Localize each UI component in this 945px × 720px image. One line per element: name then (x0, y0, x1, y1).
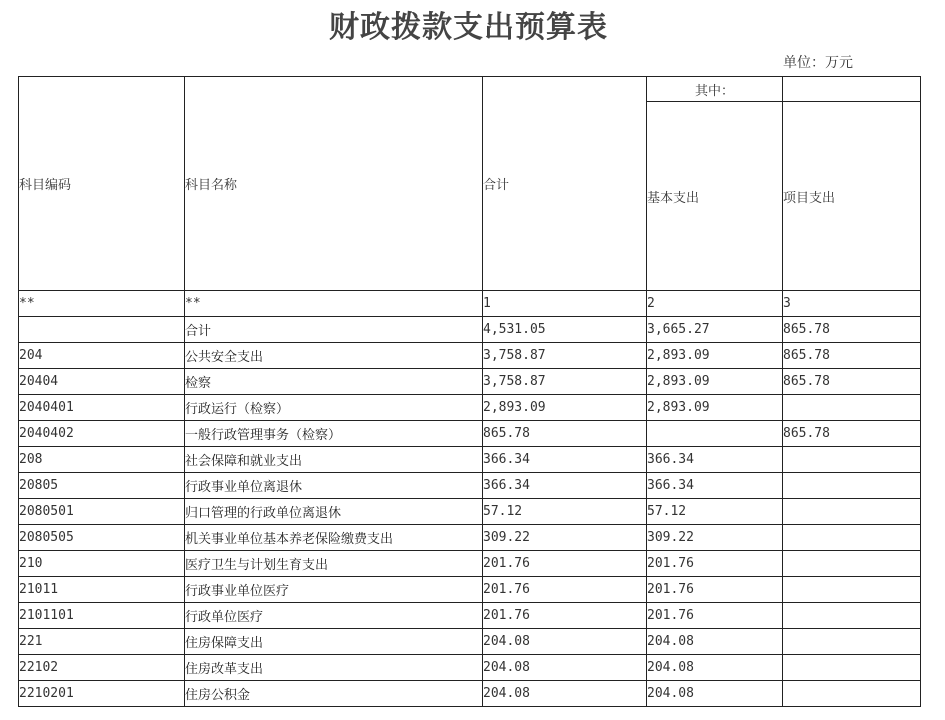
header-row-top (19, 77, 921, 102)
cell-total: 201.76 (483, 577, 647, 603)
cell-basic: 366.34 (647, 473, 783, 499)
index-cell: 2 (647, 291, 783, 317)
cell-code: 2040401 (19, 395, 185, 421)
cell-project (783, 655, 921, 681)
table-row (19, 681, 921, 707)
index-cell: ** (185, 291, 483, 317)
table-row (19, 499, 921, 525)
table-row (19, 603, 921, 629)
cell-code: 2080505 (19, 525, 185, 551)
page-title: 财政拨款支出预算表 (329, 10, 608, 45)
cell-project (783, 681, 921, 707)
cell-project: 865.78 (783, 317, 921, 343)
cell-total: 366.34 (483, 447, 647, 473)
cell-project: 865.78 (783, 343, 921, 369)
cell-project (783, 395, 921, 421)
header-qizhong-blank (783, 77, 921, 102)
cell-basic: 3,665.27 (647, 317, 783, 343)
cell-basic: 201.76 (647, 603, 783, 629)
cell-project: 865.78 (783, 369, 921, 395)
cell-code: 208 (19, 447, 185, 473)
cell-code: 22102 (19, 655, 185, 681)
cell-code (19, 317, 185, 343)
cell-code: 2080501 (19, 499, 185, 525)
cell-basic: 2,893.09 (647, 395, 783, 421)
table-row (19, 629, 921, 655)
cell-code: 2101101 (19, 603, 185, 629)
cell-total: 309.22 (483, 525, 647, 551)
cell-project (783, 473, 921, 499)
cell-name: 合计 (185, 317, 483, 343)
cell-code: 221 (19, 629, 185, 655)
table-row (19, 525, 921, 551)
cell-project (783, 525, 921, 551)
cell-basic (647, 421, 783, 447)
cell-total: 366.34 (483, 473, 647, 499)
table-row (19, 473, 921, 499)
cell-basic: 201.76 (647, 551, 783, 577)
cell-basic: 2,893.09 (647, 369, 783, 395)
cell-total: 204.08 (483, 681, 647, 707)
cell-code: 20805 (19, 473, 185, 499)
cell-total: 865.78 (483, 421, 647, 447)
cell-project (783, 603, 921, 629)
table-row (19, 655, 921, 681)
cell-project (783, 499, 921, 525)
cell-total: 204.08 (483, 655, 647, 681)
cell-name: 公共安全支出 (185, 343, 483, 369)
cell-total: 4,531.05 (483, 317, 647, 343)
cell-name: 住房保障支出 (185, 629, 483, 655)
cell-name: 行政事业单位离退休 (185, 473, 483, 499)
column-index-row (19, 291, 921, 317)
cell-basic: 204.08 (647, 629, 783, 655)
budget-table (18, 76, 921, 707)
cell-name: 住房改革支出 (185, 655, 483, 681)
header-basic: 基本支出 (647, 102, 783, 291)
cell-basic: 366.34 (647, 447, 783, 473)
header-code: 科目编码 (19, 77, 185, 291)
cell-name: 归口管理的行政单位离退休 (185, 499, 483, 525)
cell-basic: 201.76 (647, 577, 783, 603)
index-cell: 3 (783, 291, 921, 317)
cell-total: 201.76 (483, 551, 647, 577)
cell-basic: 309.22 (647, 525, 783, 551)
cell-total: 201.76 (483, 603, 647, 629)
index-cell: ** (19, 291, 185, 317)
cell-name: 医疗卫生与计划生育支出 (185, 551, 483, 577)
cell-name: 行政单位医疗 (185, 603, 483, 629)
index-cell: 1 (483, 291, 647, 317)
cell-code: 20404 (19, 369, 185, 395)
table-row (19, 447, 921, 473)
table-row (19, 577, 921, 603)
header-project: 项目支出 (783, 102, 921, 291)
cell-basic: 57.12 (647, 499, 783, 525)
cell-project (783, 447, 921, 473)
cell-basic: 204.08 (647, 655, 783, 681)
cell-project (783, 629, 921, 655)
cell-name: 检察 (185, 369, 483, 395)
header-total: 合计 (483, 77, 647, 291)
table-row (19, 369, 921, 395)
table-row (19, 343, 921, 369)
cell-total: 57.12 (483, 499, 647, 525)
cell-basic: 204.08 (647, 681, 783, 707)
table-row (19, 317, 921, 343)
unit-label: 单位：万元 (783, 55, 853, 71)
table-row (19, 551, 921, 577)
cell-basic: 2,893.09 (647, 343, 783, 369)
cell-name: 社会保障和就业支出 (185, 447, 483, 473)
cell-total: 204.08 (483, 629, 647, 655)
cell-code: 21011 (19, 577, 185, 603)
cell-code: 2040402 (19, 421, 185, 447)
cell-name: 住房公积金 (185, 681, 483, 707)
cell-project (783, 577, 921, 603)
cell-name: 行政运行（检察） (185, 395, 483, 421)
cell-project (783, 551, 921, 577)
table-row (19, 395, 921, 421)
cell-total: 3,758.87 (483, 343, 647, 369)
cell-project: 865.78 (783, 421, 921, 447)
cell-code: 204 (19, 343, 185, 369)
header-qizhong: 其中： (647, 77, 783, 102)
cell-code: 2210201 (19, 681, 185, 707)
cell-name: 机关事业单位基本养老保险缴费支出 (185, 525, 483, 551)
cell-code: 210 (19, 551, 185, 577)
table-row (19, 421, 921, 447)
cell-name: 一般行政管理事务（检察） (185, 421, 483, 447)
cell-name: 行政事业单位医疗 (185, 577, 483, 603)
header-name: 科目名称 (185, 77, 483, 291)
cell-total: 3,758.87 (483, 369, 647, 395)
cell-total: 2,893.09 (483, 395, 647, 421)
